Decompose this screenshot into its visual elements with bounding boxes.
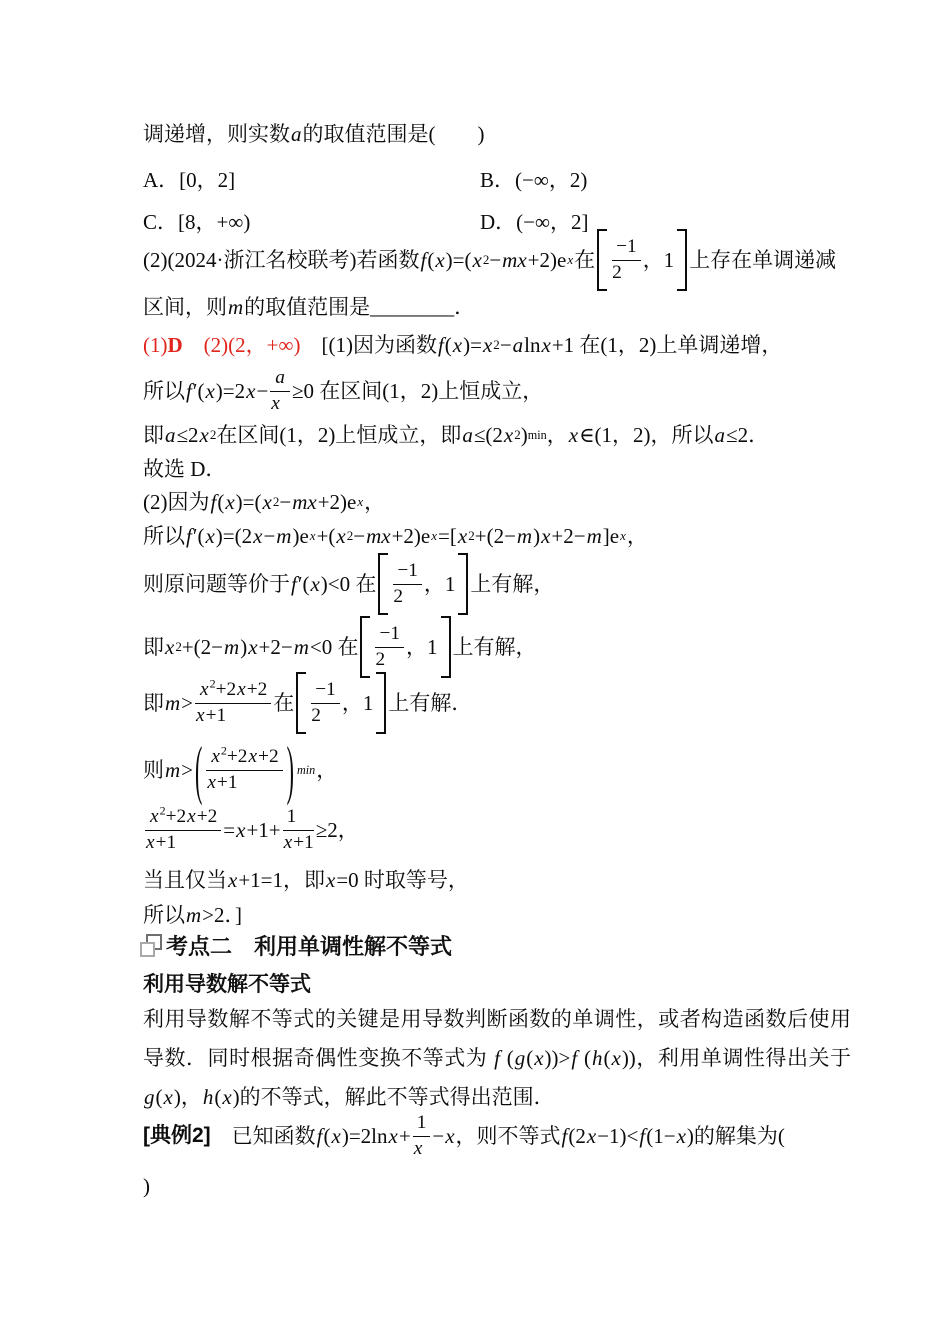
math-text: B．(−∞，2) — [480, 167, 588, 192]
fraction-numerator — [393, 560, 422, 584]
tall-bracket-left — [296, 672, 306, 734]
math-text: +2)e — [391, 523, 431, 548]
fraction-denominator — [311, 704, 340, 727]
solution-line-guxuan — [143, 453, 226, 485]
math-text: ))> — [544, 1046, 571, 1070]
math-text: − — [256, 378, 269, 403]
math-var: x — [150, 806, 159, 828]
fraction-denominator — [393, 585, 422, 608]
math-var: x — [452, 332, 463, 357]
math-text: +(2− — [181, 634, 224, 659]
math-text: − — [489, 247, 502, 272]
fraction-denominator — [375, 648, 404, 671]
solution-line-p2i — [143, 899, 242, 931]
fraction — [195, 676, 271, 726]
section-heading — [140, 930, 452, 961]
math-text: +2)e — [527, 247, 567, 272]
overlapping-squares-icon — [140, 934, 163, 957]
math-text: +1=1，即 — [238, 867, 326, 892]
fraction-denominator — [270, 392, 290, 415]
math-text: (2)(2024·浙江名校联考)若函数 — [143, 247, 420, 272]
math-var: x — [225, 489, 235, 514]
math-var: x — [413, 1137, 423, 1159]
math-text: +1+ — [246, 817, 281, 842]
math-text: 区间，则 — [143, 294, 227, 319]
math-text: +1 — [205, 704, 227, 726]
fraction — [206, 743, 282, 793]
math-text: ≥0 在区间(1，2)上恒成立， — [291, 378, 544, 403]
math-text: =0 时取等号， — [336, 867, 469, 892]
math-text: )= — [463, 332, 482, 357]
tall-bracket-right — [376, 672, 386, 734]
solution-line-p2d: 即 x 2 +(2− m ) x +2− m <0 在 $\frac{-1}{2}$ ，1 上有解， — [143, 614, 537, 680]
math-var: x — [541, 523, 551, 548]
fraction — [311, 679, 340, 726]
math-text: ，1 — [423, 571, 456, 596]
math-text: ( — [323, 1123, 331, 1148]
math-var: f — [571, 1046, 578, 1070]
math-var: x — [205, 523, 215, 548]
fraction-denominator — [413, 1137, 431, 1160]
math-text: ( — [578, 1046, 591, 1070]
math-text: + — [398, 1123, 411, 1148]
big-paren-right: ) — [286, 731, 294, 807]
math-text: 所以 — [143, 523, 185, 548]
math-text: ) — [520, 422, 528, 447]
math-text: (2)(2，+∞) — [182, 332, 301, 357]
math-text: 1 — [416, 1112, 427, 1134]
math-text: ≥2， — [315, 817, 359, 842]
math-var: f — [210, 489, 217, 514]
math-var: x — [187, 806, 196, 828]
math-var: f — [494, 1046, 500, 1070]
math-var: x — [236, 817, 246, 842]
fraction — [145, 803, 221, 853]
example2-line — [143, 1106, 785, 1166]
math-text: 在区间(1，2)上恒成立，即 — [216, 422, 462, 447]
math-text: +2− — [551, 523, 586, 548]
math-var: f — [186, 523, 192, 548]
fraction-denominator — [195, 704, 271, 727]
math-text: 2 — [612, 261, 622, 283]
math-var: x — [676, 1123, 686, 1148]
fraction-denominator — [612, 261, 641, 284]
question-part2: (2)(2024·浙江名校联考)若函数 f ( x )=( x 2 − mx +2)e x 在 $\frac{-1}{2}$ ，1 上存在单调递减 — [143, 226, 836, 294]
math-text: − — [263, 523, 276, 548]
section-subheading: 利用导数解不等式 — [143, 973, 311, 996]
math-var: x — [331, 1123, 341, 1148]
math-var: x — [207, 771, 216, 793]
math-text: − — [432, 1123, 445, 1148]
math-text: 即 — [143, 690, 164, 715]
math-var: x — [503, 422, 514, 447]
math-var: a — [512, 332, 524, 357]
math-text: − — [499, 332, 512, 357]
math-var: h — [591, 1046, 603, 1070]
math-var: mx — [292, 489, 317, 514]
math-text: −1 — [379, 623, 401, 645]
math-text: [(1)因为函数 — [300, 332, 437, 357]
fraction-numerator — [612, 236, 641, 260]
solution-line-p2a: (2)因为 f ( x )=( x 2 − mx +2)e x ， — [143, 489, 386, 514]
math-text: ))，利用单调性得出关于 — [621, 1046, 851, 1070]
math-var: a — [462, 422, 473, 447]
math-text: C．[8，+∞) — [143, 209, 251, 234]
math-text: +2)e — [317, 489, 357, 514]
math-var: x — [200, 679, 209, 701]
math-text: ( — [526, 1046, 534, 1070]
math-text: +2 — [246, 679, 268, 701]
math-var: x — [237, 679, 246, 701]
solution-line-a2x2: 即 a ≤2 x 2 在区间(1，2)上恒成立，即 a ≤(2 x 2 ) min ， x ∈(1，2)，所以 a ≤2． — [143, 422, 770, 447]
math-var: x — [222, 1085, 232, 1109]
math-var: x — [253, 523, 263, 548]
math-text: 所以 — [143, 902, 185, 927]
math-text: ， — [316, 757, 338, 782]
math-var: m — [165, 757, 181, 782]
math-text: 2 — [311, 704, 321, 726]
math-var: f — [186, 378, 192, 403]
fraction-numerator — [206, 743, 282, 770]
math-text: +1 — [293, 831, 314, 853]
answer-line: (1) D (2)(2，+∞) [(1)因为函数 f ( x )= x 2 − a ln x +1 在(1，2)上单调递增， — [143, 332, 783, 357]
math-text: +1 — [216, 771, 238, 793]
math-text: ( — [217, 489, 225, 514]
math-text: )=( — [445, 247, 472, 272]
math-text: ( — [214, 1085, 222, 1109]
math-var: a — [275, 367, 285, 389]
math-var: x — [472, 247, 482, 272]
math-var: a — [714, 422, 726, 447]
math-text: ，1 — [642, 247, 675, 272]
math-text: 上有解． — [388, 690, 473, 715]
fraction-numerator — [311, 679, 340, 703]
math-var: f — [291, 571, 297, 596]
math-var: m — [293, 634, 309, 659]
math-var: x — [611, 1046, 621, 1070]
solution-line-p2e — [143, 670, 472, 736]
math-text: D — [167, 332, 183, 357]
fraction-numerator — [145, 803, 221, 830]
fraction-numerator — [283, 806, 314, 830]
math-var: x — [199, 422, 209, 447]
math-text: ′( — [192, 378, 205, 403]
math-var: m — [276, 523, 292, 548]
math-text: 调递增，则实数 — [143, 121, 290, 146]
option-a — [143, 164, 235, 196]
math-text: > — [181, 690, 194, 715]
math-text: +2 — [215, 679, 237, 701]
math-var: x — [445, 1123, 455, 1148]
solution-line-fprime — [143, 360, 543, 422]
math-var: x — [211, 746, 220, 768]
math-var: x — [482, 332, 493, 357]
math-text: 1 — [286, 806, 297, 828]
math-text: +2 — [196, 806, 218, 828]
math-text: ( — [500, 1046, 514, 1070]
math-text: )e — [292, 523, 309, 548]
math-text: )=2ln — [341, 1123, 388, 1148]
math-text: )的不等式，解此不等式得出范围． — [232, 1085, 555, 1109]
math-text: )的解集为( — [686, 1123, 785, 1148]
solution-line-p2f: 则 m > ( $\frac{x^2+2x+2}{x+1}$ ) min ， — [143, 733, 337, 807]
math-text: ，1 — [341, 690, 374, 715]
math-text: +2 — [258, 746, 279, 768]
math-text: ， — [546, 422, 568, 447]
tall-bracket-right — [441, 616, 451, 678]
fraction — [612, 236, 641, 283]
math-var: x — [326, 867, 336, 892]
math-var: x — [196, 704, 205, 726]
math-text: −1 — [315, 679, 336, 701]
math-text: 则 — [143, 757, 164, 782]
math-text: 的取值范围是________． — [244, 294, 476, 319]
math-var: x — [248, 634, 258, 659]
math-var: mx — [502, 247, 527, 272]
fraction — [283, 806, 314, 853]
math-var: f — [437, 332, 444, 357]
math-var: x — [246, 378, 256, 403]
math-text: +2 — [226, 746, 248, 768]
math-text: 上有解， — [470, 571, 555, 596]
math-text: (1− — [646, 1123, 676, 1148]
math-text: ∈(1，2)，所以 — [579, 422, 714, 447]
math-text: − — [279, 489, 292, 514]
math-text: 上有解， — [452, 634, 537, 659]
math-text: ， — [364, 489, 386, 514]
fraction-numerator — [375, 623, 404, 647]
math-text: (2 — [568, 1123, 586, 1148]
math-text: )=( — [235, 489, 262, 514]
solution-line-p2h — [143, 864, 469, 896]
math-var: x — [457, 523, 468, 548]
math-var: x — [228, 867, 238, 892]
math-text: (2)因为 — [143, 489, 210, 514]
math-text: 当且仅当 — [143, 867, 227, 892]
math-var: g — [514, 1046, 526, 1070]
math-text: ≤(2 — [473, 422, 503, 447]
math-var: f — [639, 1123, 646, 1148]
math-var: x — [248, 746, 258, 768]
math-text: 2 — [375, 648, 386, 670]
math-text: 即 — [143, 422, 164, 447]
question-part2-tail — [143, 291, 475, 323]
tall-bracket-left — [378, 553, 388, 615]
math-text: = — [223, 817, 236, 842]
math-var: x — [283, 831, 293, 853]
fraction-numerator — [413, 1112, 431, 1136]
math-text: +1 在(1，2)上单调递增， — [551, 332, 783, 357]
math-var: x — [271, 392, 280, 414]
fraction-denominator — [206, 771, 282, 794]
math-text: +2− — [258, 634, 293, 659]
math-text: ≤2． — [726, 422, 770, 447]
math-var: x — [336, 523, 346, 548]
math-var: m — [186, 902, 202, 927]
math-text: +1 — [155, 831, 177, 853]
solution-line-p2g — [143, 798, 359, 862]
math-text: −1 — [397, 560, 418, 582]
math-var: m — [228, 294, 244, 319]
math-text: +( — [316, 523, 336, 548]
math-text: ，则不等式 — [455, 1123, 561, 1148]
superscript: 2 — [220, 743, 227, 758]
math-text: )=2 — [215, 378, 246, 403]
math-var: x — [541, 332, 551, 357]
solution-line-p2c — [143, 551, 554, 617]
section-label: 考点二 — [166, 934, 233, 959]
fraction-denominator — [283, 831, 314, 854]
math-var: m — [224, 634, 240, 659]
fraction — [413, 1112, 431, 1159]
math-text: [典例2] — [143, 1123, 211, 1147]
math-var: m — [516, 523, 533, 548]
math-var: mx — [366, 523, 391, 548]
math-text: ′( — [192, 523, 205, 548]
math-var: x — [568, 422, 579, 447]
math-text: ′( — [297, 571, 310, 596]
math-text: ( — [155, 1085, 163, 1109]
math-var: x — [163, 1085, 173, 1109]
math-text: ln — [524, 332, 541, 357]
math-text: =[ — [438, 523, 457, 548]
math-text: 上存在单调递减 — [689, 247, 837, 272]
math-var: a — [165, 422, 176, 447]
math-text: 在 — [574, 247, 596, 272]
math-text: 的取值范围是( ) — [302, 121, 485, 146]
math-text: ( — [603, 1046, 611, 1070]
superscript: 2 — [209, 676, 216, 691]
math-text: >2．] — [202, 902, 243, 927]
math-text: )=(2 — [215, 523, 253, 548]
math-text: ≤2 — [176, 422, 199, 447]
math-var: x — [586, 1123, 597, 1148]
math-var: a — [291, 121, 302, 146]
big-paren-left: ( — [195, 731, 203, 807]
math-text: 即 — [143, 634, 164, 659]
fraction — [270, 367, 290, 414]
math-text: 故选 D． — [143, 456, 227, 481]
math-var: m — [165, 690, 181, 715]
math-text: ( — [427, 247, 435, 272]
math-var: g — [144, 1085, 155, 1109]
math-text: ，1 — [406, 634, 438, 659]
fraction-denominator — [145, 831, 221, 854]
tall-bracket-left — [597, 229, 607, 291]
math-text: 在 — [273, 690, 295, 715]
fraction — [393, 560, 422, 607]
option-b — [480, 164, 587, 196]
fraction — [375, 623, 404, 670]
math-var: x — [534, 1046, 544, 1070]
math-text: 已知函数 — [210, 1123, 316, 1148]
math-text: +2 — [165, 806, 187, 828]
math-text: ]e — [602, 523, 620, 548]
superscript: 2 — [159, 803, 166, 818]
math-text: > — [181, 757, 194, 782]
math-var: x — [165, 634, 175, 659]
math-var: x — [388, 1123, 398, 1148]
math-var: x — [435, 247, 445, 272]
math-text: )<0 在 — [320, 571, 377, 596]
example2-close-paren: ) — [143, 1173, 150, 1198]
fraction-numerator — [195, 676, 271, 703]
tall-bracket-left — [360, 616, 370, 678]
math-var: f — [420, 247, 427, 272]
fraction-numerator — [270, 367, 290, 391]
math-text: ) — [533, 523, 541, 548]
math-var: x — [262, 489, 272, 514]
math-text: +(2− — [474, 523, 516, 548]
solution-line-p2b: 所以 f ′( x )=(2 x − m )e x +( x 2 − mx +2)e x =[ x 2 +(2− m ) x +2− m ]e x ， — [143, 523, 648, 548]
math-text: −1 — [616, 236, 637, 258]
math-text: D．(−∞，2] — [480, 209, 589, 234]
math-text: (1) — [143, 332, 168, 357]
math-text: )， — [173, 1085, 202, 1109]
math-var: h — [202, 1085, 214, 1109]
section-paragraph — [143, 1000, 851, 1117]
math-var: x — [310, 571, 320, 596]
math-text: <0 在 — [309, 634, 359, 659]
math-text: −1)< — [597, 1123, 639, 1148]
math-var: x — [146, 831, 155, 853]
question-stem — [143, 118, 485, 150]
tall-bracket-right — [458, 553, 468, 615]
math-text: ， — [626, 523, 648, 548]
tall-bracket-right — [677, 229, 687, 291]
math-text: ) — [240, 634, 248, 659]
math-var: f — [316, 1123, 323, 1148]
math-text: − — [353, 523, 366, 548]
math-text: ( — [444, 332, 452, 357]
section-title: 利用单调性解不等式 — [254, 934, 453, 959]
math-text: 所以 — [143, 378, 185, 403]
math-var: f — [561, 1123, 568, 1148]
math-text: 2 — [393, 585, 404, 607]
math-var: m — [586, 523, 602, 548]
math-text: 则原问题等价于 — [143, 571, 290, 596]
math-text: A．[0，2] — [143, 167, 236, 192]
math-var: x — [205, 378, 215, 403]
math-text: 利用导数解不等式的关键是用导数判断函数的单调性，或者构造函数后使用导数．同时根据奇偶性变换不等式为 — [143, 1007, 851, 1070]
